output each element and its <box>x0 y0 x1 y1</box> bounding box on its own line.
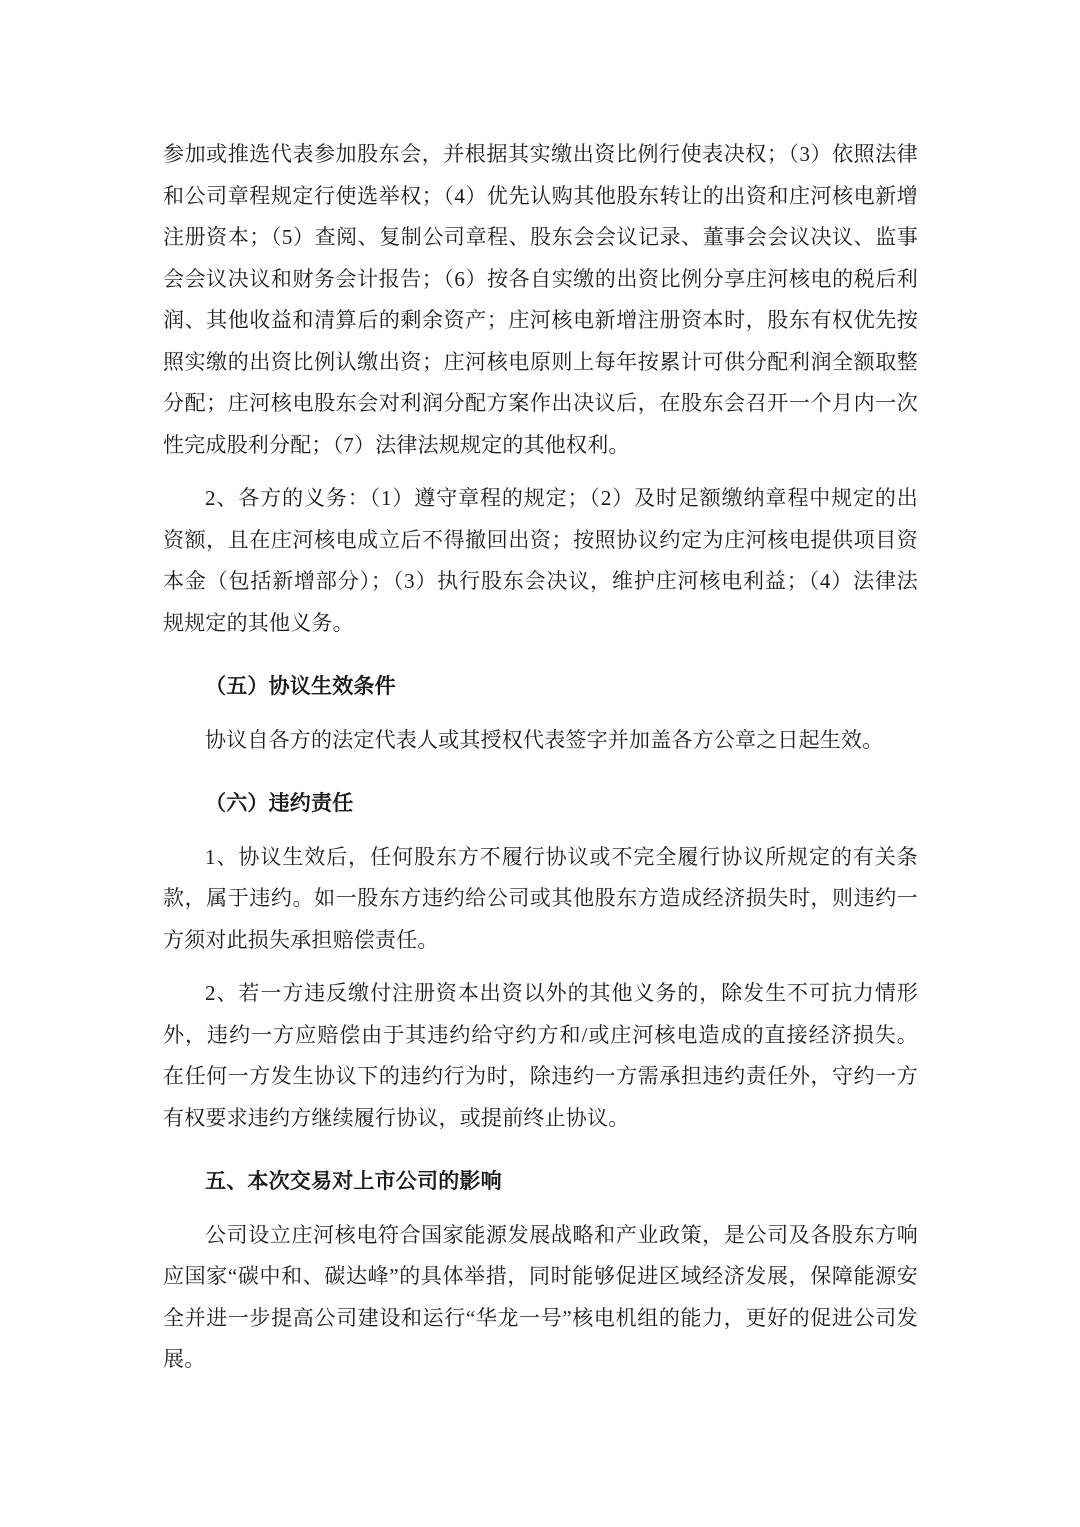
text-line: 润、其他收益和清算后的剩余资产；庄河核电新增注册资本时，股东有权优先按 <box>163 308 918 332</box>
text-line: 照实缴的出资比例认缴出资；庄河核电原则上每年按累计可供分配利润全额取整 <box>163 349 918 374</box>
text-line: （五）协议生效条件 <box>205 674 396 698</box>
paragraph <box>163 134 918 466</box>
document-body <box>163 134 918 1381</box>
text-line: 性完成股利分配；（7）法律法规规定的其他权利。 <box>163 432 630 457</box>
section-heading <box>163 783 918 825</box>
section-heading <box>163 1161 918 1203</box>
paragraph <box>163 837 918 962</box>
text-line: 协议自各方的法定代表人或其授权代表签字并加盖各方公章之日起生效。 <box>205 727 884 752</box>
text-line: 参加或推选代表参加股东会，并根据其实缴出资比例行使表决权；（3）依照法律 <box>163 142 918 166</box>
text-line: 2、各方的义务：（1）遵守章程的规定；（2）及时足额缴纳章程中规定的出 <box>205 486 918 510</box>
text-line: 2、若一方违反缴付注册资本出资以外的其他义务的，除发生不可抗力情形 <box>205 981 918 1005</box>
paragraph <box>163 720 918 762</box>
text-line: 资额，且在庄河核电成立后不得撤回出资；按照协议约定为庄河核电提供项目资 <box>163 527 918 552</box>
text-line: 在任何一方发生协议下的违约行为时，除违约一方需承担违约责任外，守约一方 <box>163 1064 918 1088</box>
paragraph <box>163 1215 918 1381</box>
text-line: 外，违约一方应赔偿由于其违约给守约方和/或庄河核电造成的直接经济损失。 <box>163 1022 918 1047</box>
paragraph <box>163 478 918 644</box>
text-line: 应国家“碳中和、碳达峰”的具体举措，同时能够促进区域经济发展，保障能源安 <box>163 1264 918 1288</box>
text-line: 会会议决议和财务会计报告；（6）按各自实缴的出资比例分享庄河核电的税后利 <box>163 266 918 291</box>
text-line: 款，属于违约。如一股东方违约给公司或其他股东方造成经济损失时，则违约一 <box>163 886 918 910</box>
text-line: 分配；庄河核电股东会对利润分配方案作出决议后，在股东会召开一个月内一次 <box>163 391 918 415</box>
text-line: 和公司章程规定行使选举权；（4）优先认购其他股东转让的出资和庄河核电新增 <box>163 183 918 208</box>
paragraph <box>163 973 918 1139</box>
text-line: 规规定的其他义务。 <box>163 610 354 635</box>
text-line: 展。 <box>163 1347 206 1371</box>
text-line: 有权要求违约方继续履行协议，或提前终止协议。 <box>163 1105 630 1130</box>
text-line: 五、本次交易对上市公司的影响 <box>205 1169 502 1193</box>
text-line: 全并进一步提高公司建设和运行“华龙一号”核电机组的能力，更好的促进公司发 <box>163 1305 918 1330</box>
text-line: 公司设立庄河核电符合国家能源发展战略和产业政策，是公司及各股东方响 <box>205 1222 918 1247</box>
section-heading <box>163 666 918 708</box>
text-line: 注册资本；（5）查阅、复制公司章程、股东会会议记录、董事会会议决议、监事 <box>163 225 918 249</box>
text-line: 本金（包括新增部分）；（3）执行股东会决议，维护庄河核电利益；（4）法律法 <box>163 569 918 593</box>
text-line: 方须对此损失承担赔偿责任。 <box>163 927 439 952</box>
text-line: （六）违约责任 <box>205 791 354 815</box>
text-line: 1、协议生效后，任何股东方不履行协议或不完全履行协议所规定的有关条 <box>205 844 918 869</box>
